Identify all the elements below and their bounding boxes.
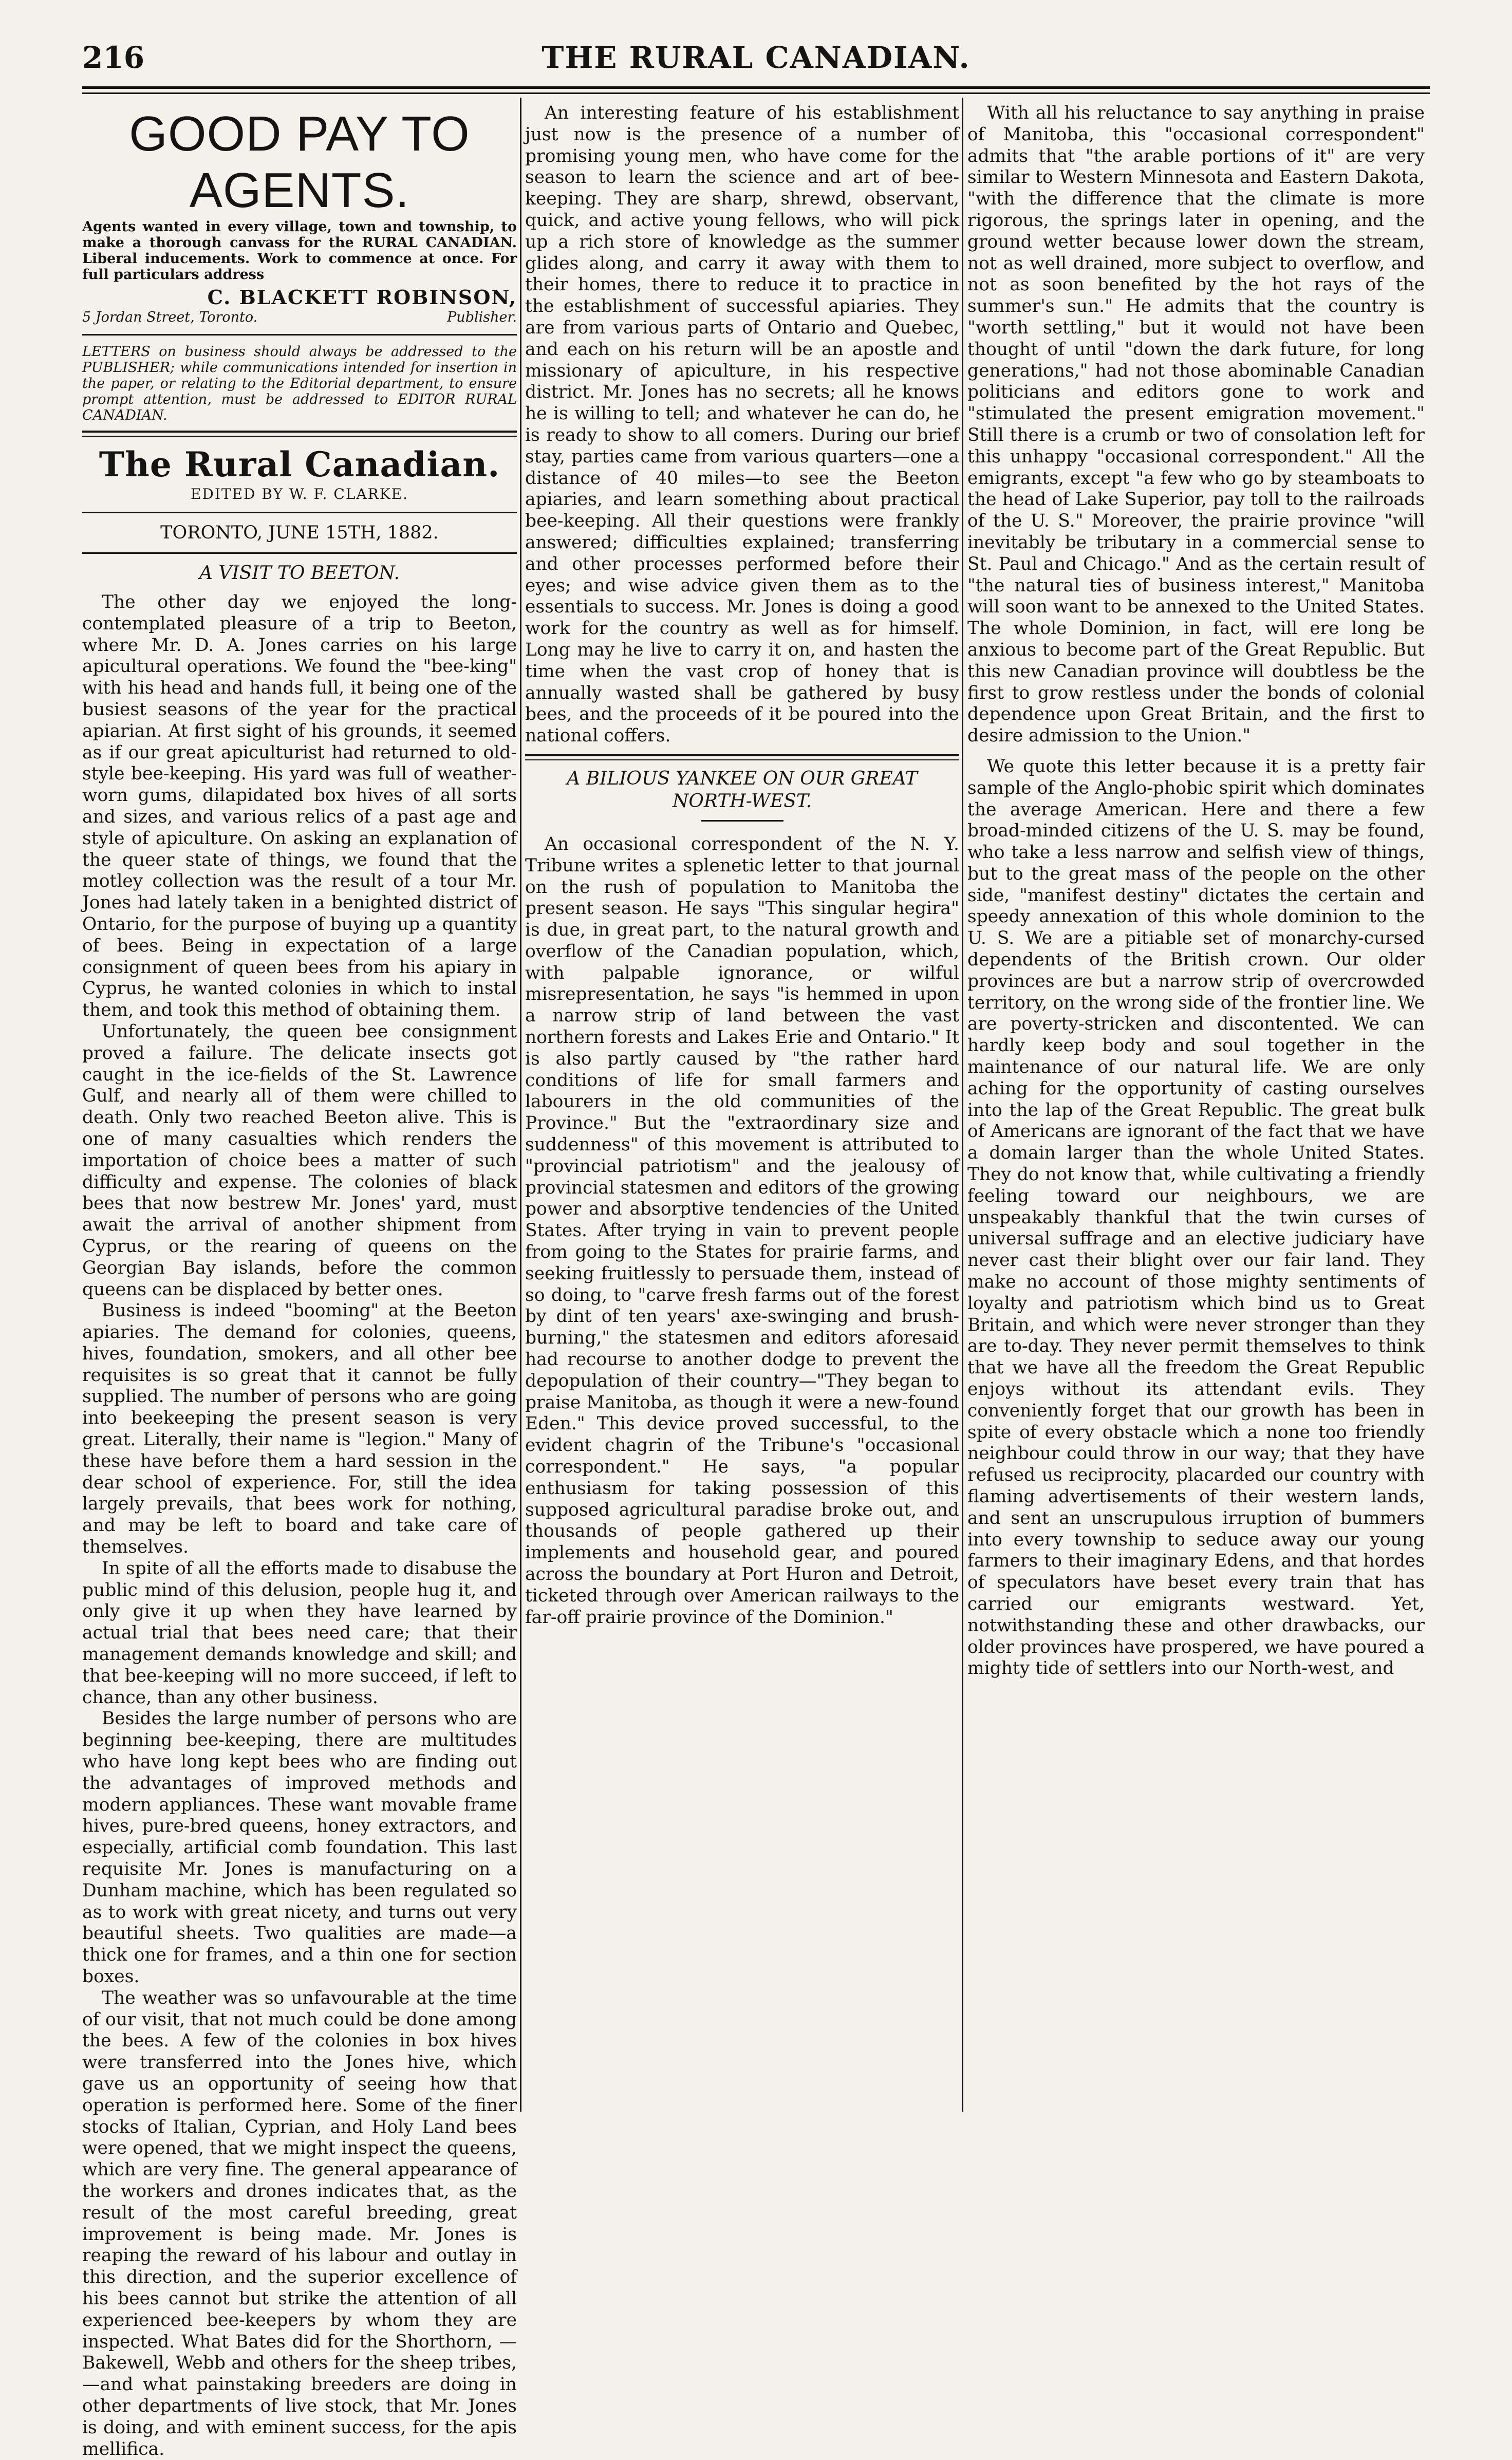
double-divider — [525, 754, 959, 760]
article-paragraph: We quote this letter because it is a pretty fair sample of the Anglo-phobic spirit which dominates the average American. Here and there a few broad-minded citizens of the U. S. may be found, who take a less narrow and selfish view of things, but to the great mass of the people on the other side, "manifest destiny" dictates the certain and speedy annexation of this whole dominion to the U. S. We are a pitiable set of monarchy-cursed dependents of the British crown. Our older provinces are but a narrow strip of overcrowded territory, on the wrong side of the frontier line. We are poverty-stricken and discontented. We can hardly keep body and soul together in the maintenance of our natural life. We are only aching for the opportunity of casting ourselves into the lap of the Great Republic. The great bulk of Americans are ignorant of the fact that we have a domain larger than the whole United States. They do not know that, while cultivating a friendly feeling toward our neighbours, we are unspeakably thankful that the twin curses of universal suffrage and an elective judiciary have never cast their blight over our fair land. They make no account of those mighty sentiments of loyalty and patriotism which bind us to Great Britain, and which were never stronger than they are to-day. They never permit themselves to think that we have all the freedom the Great Republic enjoys without its attendant evils. They conveniently forget that our growth has been in spite of every obstacle which a none too friendly neighbour could throw in our way; that they have refused us reciprocity, placarded our country with flaming advertisements of their western lands, and sent an unscrupulous irruption of bummers into every township to seduce away our young farmers to their imaginary Edens, and that hordes of speculators have beset every train that has carried our emigrants westward. Yet, notwithstanding these and other drawbacks, our older provinces have prospered, we have poured a mighty tide of settlers into our North-west, and — [967, 756, 1425, 1679]
article-paragraph: Unfortunately, the queen bee consignment proved a failure. The delicate insects got caught in the ice-fields of the St. Lawrence Gulf, and nearly all of them were chilled to death. Only two reached Beeton alive. This is one of many casualties which renders the importation of choice bees a matter of such difficulty and expense. The colonies of black bees that now bestrew Mr. Jones' yard, must await the arrival of another shipment from Cyprus, or the rearing of queens on the Georgian Bay islands, before the common queens can be displaced by better ones. — [82, 1021, 517, 1300]
editorial-notice: LETTERS on business should always be addressed to the PUBLISHER; while communications intended for insertion in the paper, or relating to the Editorial department, to ensure prompt attention, must be addressed to EDITOR RURAL CANADIAN. — [82, 344, 517, 423]
article-paragraph: The weather was so unfavourable at the time of our visit, that not much could be done among the bees. A few of the colonies in box hives were transferred into the Jones hive, which gave us an opportunity of seeing how that operation is performed here. Some of the finer stocks of Italian, Cyprian, and Holy Land bees were opened, that we might inspect the queens, which are very fine. The general appearance of the workers and drones indicates that, as the result of the most careful breeding, great improvement is being made. Mr. Jones is reaping the reward of his labour and outlay in this direction, and the superior excellence of his bees cannot but strike the attention of all experienced bee-keepers by whom they are inspected. What Bates did for the Shorthorn, —Bakewell, Webb and others for the sheep tribes,—and what painstaking breeders are doing in other departments of live stock, that Mr. Jones is doing, and with eminent success, for the apis mellifica. — [82, 1987, 517, 2459]
dateline: TORONTO, JUNE 15TH, 1882. — [160, 523, 439, 543]
article-paragraph: An occasional correspondent of the N. Y. Tribune writes a splenetic letter to that journal on the rush of population to Manitoba the present season. He says "This singular hegira" is due, in great part, to the natural growth and overflow of the Canadian population, which, with palpable ignorance, or wilful misrepresentation, he says "is hemmed in upon a narrow strip of land between the vast northern forests and Lakes Erie and Ontario." It is also partly caused by "the rather hard conditions of life for small farmers and labourers in the old communities of the Province." But the "extraordinary size and suddenness" of this movement is attributed to "provincial patriotism" and the jealousy of provincial statesmen and editors of the growing power and absorptive tendencies of the United States. After trying in vain to prevent people from going to the States for prairie farms, and seeking fruitlessly to persuade them, instead of so doing, to "carve fresh farms out of the forest by dint of ten years' axe-swinging and brush-burning," the statesmen and editors aforesaid had recourse to another dodge to prevent the depopulation of their country—"They began to praise Manitoba, as though it were a new-found Eden." This device proved successful, to the evident chagrin of the Tribune's "occasional correspondent." He says, "a popular enthusiasm for taking possession of this supposed agricultural paradise broke out, and thousands of people gathered up their implements and household gear, and poured across the boundary at Port Huron and Detroit, ticketed through over American railways to the far-off prairie province of the Dominion." — [525, 833, 959, 1628]
header-rule — [82, 86, 1430, 89]
article-paragraph: With all his reluctance to say anything in praise of Manitoba, this "occasional correspondent" admits that "the arable portions of it" are very similar to Western Minnesota and Eastern Dakota, "with the difference that the climate is more rigorous, the springs later in opening, and the ground wetter because lower down the stream, not as well drained, more subject to overflow, and not as soon benefited by the hot rays of the summer's sun." He admits that the country is "worth settling," but it would not have been thought of until "down the dark future, for long generations," had not those abominable Canadian politicians and editors gone to work and "stimulated the present emigration movement." Still there is a crumb or two of consolation left for this unhappy "occasional correspondent." All the emigrants, except "a few who go by steamboats to the head of Lake Superior, pay toll to the railroads of the U. S." Moreover, the prairie province "will inevitably be tributary in a commercial sense to St. Paul and Chicago." And as the certain result of "the natural ties of business interest," Manitoba will soon want to be annexed to the United States. The whole Dominion, in fact, will ere long be anxious to become part of the Great Republic. But this new Canadian province will doubtless be the first to grow restless under the bonds of colonial dependence upon Great Britain, and the first to desire admission to the Union." — [967, 103, 1425, 747]
ad-address-line — [82, 309, 517, 326]
divider — [82, 334, 517, 336]
article-title: A BILIOUS YANKEE ON OUR GREAT NORTH-WEST. — [567, 768, 918, 812]
masthead-title: The Rural Canadian. — [99, 444, 500, 484]
column-divider — [962, 98, 963, 2112]
article-title: A VISIT TO BEETON. — [199, 563, 400, 584]
page-number: 216 — [82, 40, 145, 75]
ad-signature: C. BLACKETT ROBINSON, — [207, 286, 517, 309]
header-rule-thin — [82, 92, 1430, 94]
ad-address: 5 Jordan Street, Toronto. — [82, 309, 258, 325]
ad-role: Publisher. — [447, 309, 517, 325]
article-paragraph: The other day we enjoyed the long-contemplated pleasure of a trip to Beeton, where Mr. D. A. Jones carries on his large apicultural operations. We found the "bee-king" with his head and hands full, it being one of the busiest seasons of the year for the practical apiarian. At first sight of his grounds, it seemed as if our great apiculturist had returned to old-style bee-keeping. His yard was full of weather-worn gums, dilapidated box hives of all sorts and sizes, and various relics of a past age and style of apiculture. On asking an explanation of the queer state of things, we found that the motley collection was the result of a tour Mr. Jones had lately taken in a benighted district of Ontario, for the purpose of buying up a quantity of bees. Being in expectation of a large consignment of queen bees from his apiary in Cyprus, he wanted colonies in which to instal them, and took this method of obtaining them. — [82, 592, 517, 1021]
column-3 — [967, 103, 1425, 2107]
article-paragraph: Business is indeed "booming" at the Beeton apiaries. The demand for colonies, queens, hives, foundation, smokers, and all other bee requisites is so great that it cannot be fully supplied. The number of persons who are going into beekeeping the present season is very great. Literally, their name is "legion." Many of these have before them a hard session in the dear school of experience. For, still the idea largely prevails, that bees work for nothing, and may be left to board and take care of themselves. — [82, 1300, 517, 1558]
double-divider — [82, 431, 517, 437]
masthead-editor: EDITED BY W. F. CLARKE. — [190, 486, 408, 502]
column-divider — [520, 98, 521, 2112]
column-1 — [82, 103, 517, 2459]
divider — [82, 552, 517, 554]
divider — [82, 512, 517, 513]
column-2 — [525, 103, 959, 2107]
ad-body: Agents wanted in every village, town and township, to make a thorough canvass for the RURAL CANADIAN. Liberal inducements. Work to commence at once. For full particulars address — [82, 219, 517, 283]
title-rule — [701, 820, 783, 822]
article-paragraph: Besides the large number of persons who are beginning bee-keeping, there are multitudes who have long kept bees who are finding out the advantages of improved methods and modern appliances. These want movable frame hives, pure-bred queens, honey extractors, and especially, artificial comb foundation. This last requisite Mr. Jones is manufacturing on a Dunham machine, which has been regulated so as to work with great nicety, and turns out very beautiful sheets. Two qualities are made—a thick one for frames, and a thin one for section boxes. — [82, 1708, 517, 1987]
running-head — [82, 37, 1430, 86]
agents-advertisement — [82, 106, 517, 326]
article-paragraph: In spite of all the efforts made to disabuse the public mind of this delusion, people hug it, and only give it up when they have learned by actual trial that bees need care; that their management demands knowledge and skill; and that bee-keeping will no more succeed, if left to chance, than any other business. — [82, 1558, 517, 1708]
article-paragraph: An interesting feature of his establishment just now is the presence of a number of promising young men, who have come for the season to learn the science and art of bee-keeping. They are sharp, shrewd, observant, quick, and active young fellows, who will pick up a rich store of knowledge as the summer glides along, and carry it away with them to their homes, there to reduce it to practice in the establishment of successful apiaries. They are from various parts of Ontario and Quebec, and each on his return will be an apostle and missionary of apiculture, in his respective district. Mr. Jones has no secrets; all he knows he is willing to tell; and whatever he can do, he is ready to show to all comers. During our brief stay, parties came from various quarters—one a distance of 40 miles—to see the Beeton apiaries, and learn something about practical bee-keeping. All their questions were frankly answered; difficulties explained; transferring and other processes performed before their eyes; and wise advice given them as to the essentials to success. Mr. Jones is doing a good work for the country as well as for himself. Long may he live to carry it on, and hasten the time when the vast crop of honey that is annually wasted shall be gathered by busy bees, and the proceeds of it be poured into the national coffers. — [525, 103, 959, 747]
ad-headline: GOOD PAY TO AGENTS. — [129, 106, 470, 218]
journal-title: THE RURAL CANADIAN. — [542, 40, 970, 75]
